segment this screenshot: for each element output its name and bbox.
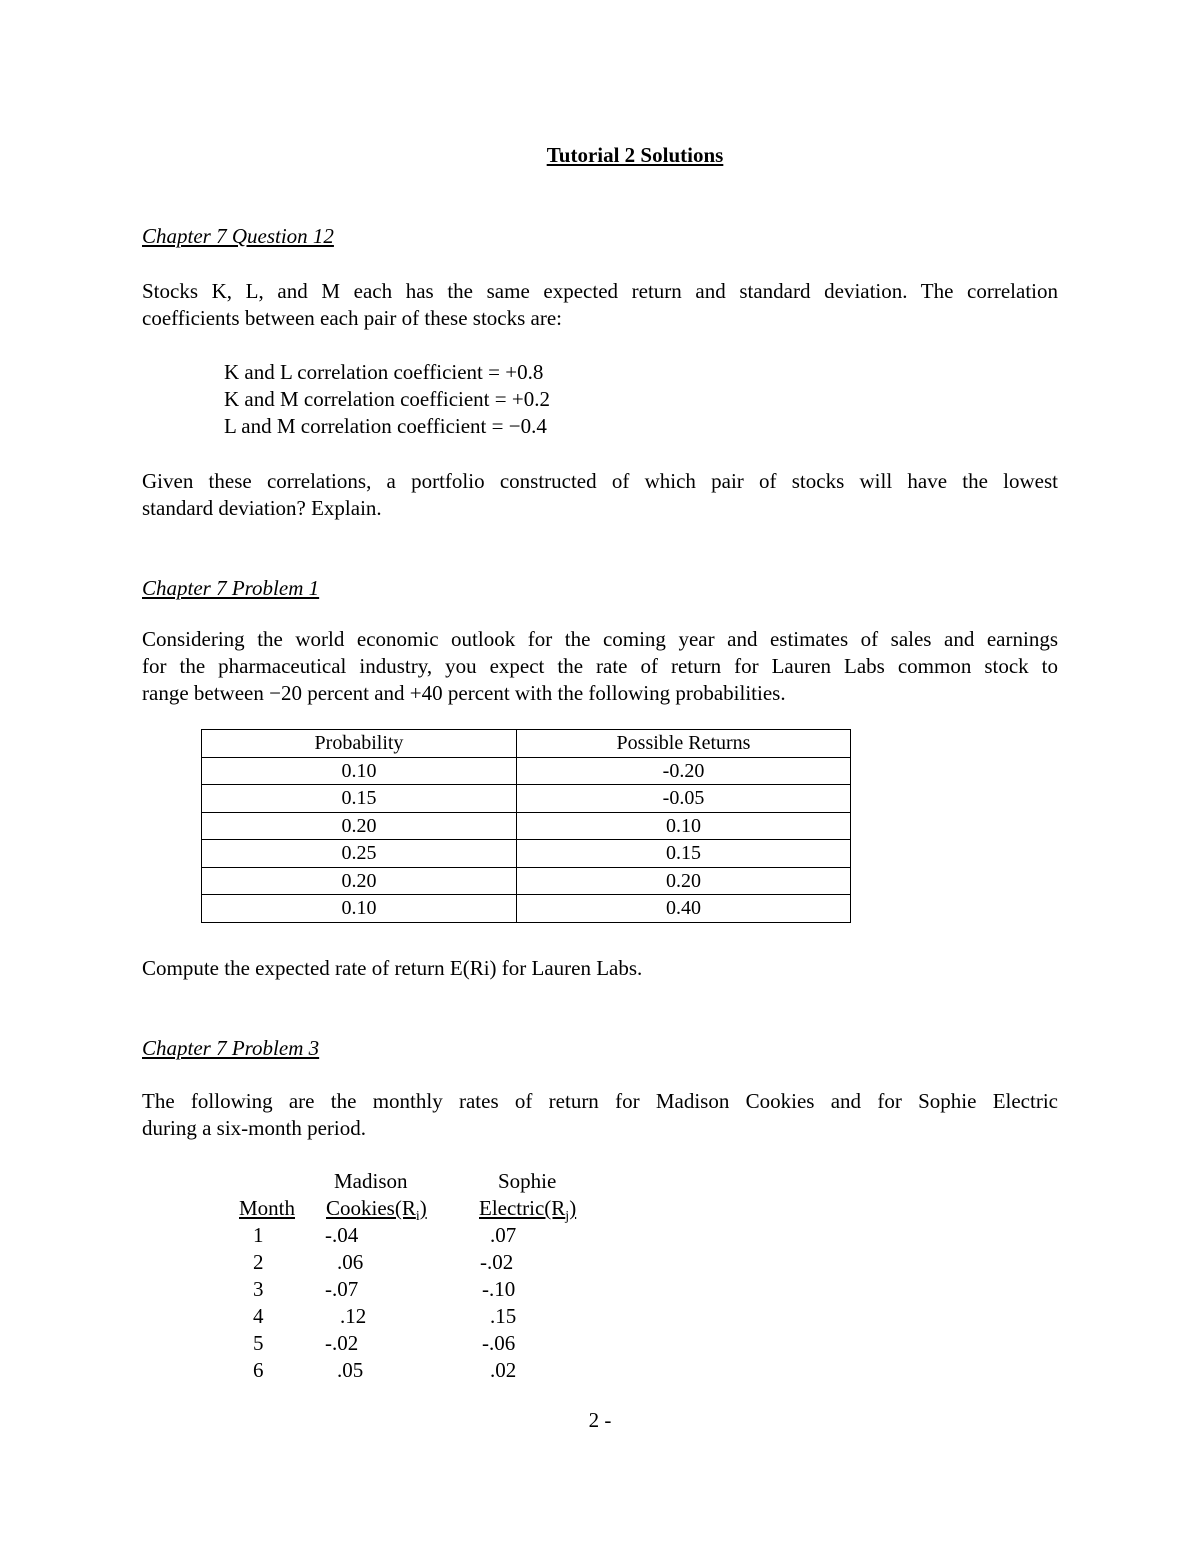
month-cell: 5 — [253, 1331, 264, 1355]
sophie-cell: -.10 — [482, 1277, 516, 1301]
header-cookies-close: ) — [419, 1196, 427, 1220]
sophie-cell: -.02 — [480, 1250, 514, 1274]
p1-intro-line3: range between −20 percent and +40 percent with the following probabilities. — [142, 681, 786, 705]
madison-cell: .06 — [337, 1250, 364, 1274]
sophie-cell: .02 — [490, 1358, 517, 1382]
probability-cell: 0.10 — [202, 895, 517, 923]
table-row — [202, 867, 851, 895]
madison-cell: -.07 — [325, 1277, 359, 1301]
p3-intro-line2: during a six-month period. — [142, 1116, 366, 1140]
header-possible-returns: Possible Returns — [517, 730, 851, 758]
p1-intro-line1: Considering the world economic outlook for the coming year and estimates of sales and earnings — [142, 627, 1058, 651]
sophie-cell: .15 — [490, 1304, 517, 1328]
page-number: 2 - — [588, 1408, 612, 1432]
month-cell: 6 — [253, 1358, 264, 1382]
month-cell: 3 — [253, 1277, 264, 1301]
header-electric-text: Electric(R — [479, 1196, 566, 1220]
q12-intro-line1: Stocks K, L, and M each has the same expected return and standard deviation. The correlation — [142, 279, 1058, 303]
q12-heading: Chapter 7 Question 12 — [142, 224, 334, 248]
probability-cell: 0.10 — [202, 757, 517, 785]
correlation-km: K and M correlation coefficient = +0.2 — [224, 387, 550, 411]
q12-intro — [142, 278, 1058, 332]
correlation-lm: L and M correlation coefficient = −0.4 — [224, 414, 547, 438]
probability-cell: 0.20 — [202, 867, 517, 895]
table-row — [202, 895, 851, 923]
sophie-cell: -.06 — [482, 1331, 516, 1355]
subscript-i: i — [415, 1209, 420, 1225]
page-title: Tutorial 2 Solutions — [546, 143, 724, 167]
p3-intro-line1: The following are the monthly rates of return for Madison Cookies and for Sophie Electric — [142, 1089, 1058, 1113]
p1-intro-line2: for the pharmaceutical industry, you expect the rate of return for Lauren Labs common stock to — [142, 654, 1058, 678]
header-madison: Madison — [334, 1169, 408, 1193]
p1-heading: Chapter 7 Problem 1 — [142, 576, 320, 600]
subscript-j: j — [565, 1209, 570, 1225]
month-cell: 1 — [253, 1223, 264, 1247]
header-cookies-text: Cookies(R — [326, 1196, 416, 1220]
table-row — [202, 785, 851, 813]
madison-cell: -.04 — [325, 1223, 359, 1247]
p3-heading: Chapter 7 Problem 3 — [142, 1036, 320, 1060]
p1-intro — [142, 626, 1058, 707]
return-cell: -0.05 — [517, 785, 851, 813]
month-cell: 2 — [253, 1250, 264, 1274]
return-cell: 0.15 — [517, 840, 851, 868]
madison-cell: .12 — [340, 1304, 367, 1328]
probability-cell: 0.25 — [202, 840, 517, 868]
madison-cell: .05 — [337, 1358, 364, 1382]
q12-question-line2: standard deviation? Explain. — [142, 496, 382, 520]
return-cell: 0.20 — [517, 867, 851, 895]
p1-question: Compute the expected rate of return E(Ri) for Lauren Labs. — [142, 956, 643, 980]
header-electric-close: ) — [569, 1196, 577, 1220]
return-cell: 0.40 — [517, 895, 851, 923]
sophie-cell: .07 — [490, 1223, 517, 1247]
probability-cell: 0.20 — [202, 812, 517, 840]
q12-intro-line2: coefficients between each pair of these stocks are: — [142, 306, 562, 330]
q12-question-line1: Given these correlations, a portfolio constructed of which pair of stocks will have the lowest — [142, 469, 1058, 493]
table-row — [202, 757, 851, 785]
month-cell: 4 — [253, 1304, 264, 1328]
header-sophie: Sophie — [498, 1169, 557, 1193]
probability-cell: 0.15 — [202, 785, 517, 813]
p3-intro — [142, 1088, 1058, 1142]
madison-cell: -.02 — [325, 1331, 359, 1355]
table-row — [202, 840, 851, 868]
probability-table — [201, 729, 851, 923]
header-probability: Probability — [202, 730, 517, 758]
table-row — [202, 812, 851, 840]
header-month: Month — [239, 1196, 296, 1220]
correlation-kl: K and L correlation coefficient = +0.8 — [224, 360, 544, 384]
table-header-row — [202, 730, 851, 758]
return-cell: 0.10 — [517, 812, 851, 840]
q12-question — [142, 468, 1058, 522]
return-cell: -0.20 — [517, 757, 851, 785]
